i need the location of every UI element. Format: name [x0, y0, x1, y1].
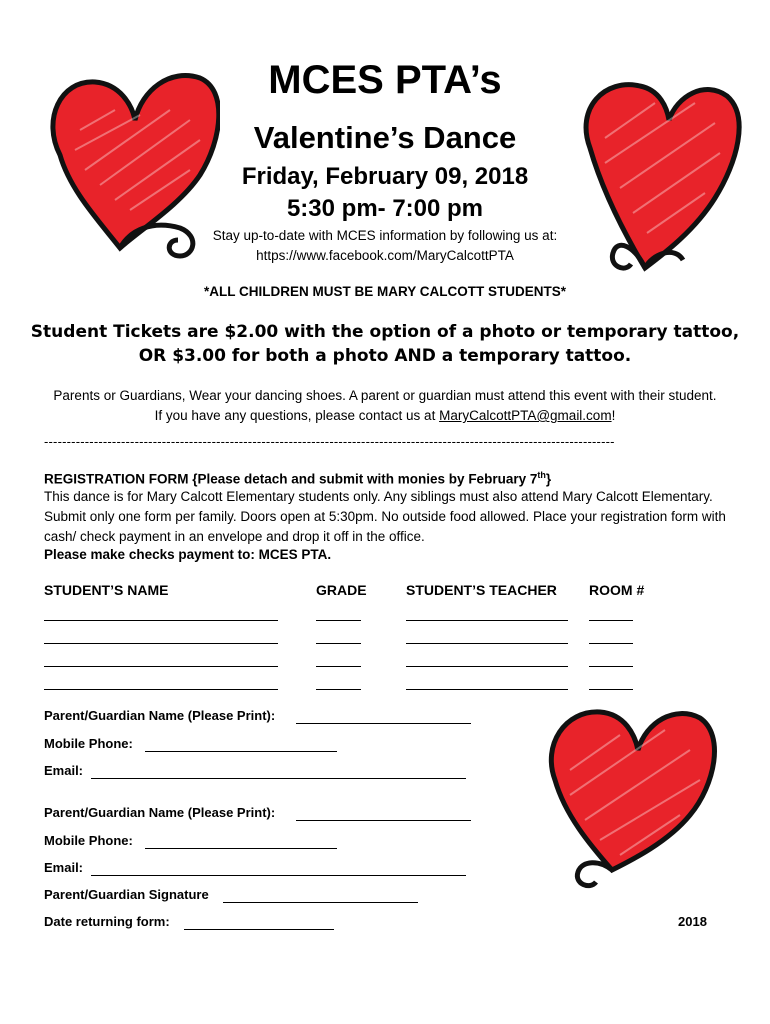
footer-year: 2018 — [678, 914, 707, 929]
email1-field[interactable] — [91, 778, 466, 779]
parents-line1: Parents or Guardians, Wear your dancing shoes. A parent or guardian must attend this event with their student. — [53, 388, 717, 403]
stay-updated-text: Stay up-to-date with MCES information by following us at: — [212, 228, 558, 243]
payable-notice: Please make checks payment to: MCES PTA. — [44, 547, 332, 562]
registration-instructions: This dance is for Mary Calcott Elementary students only. Any siblings must also attend Mary Calcott Elementary. Submit only one form per family. Doors open at 5:30pm. No outside food allowed. Place your registration form with cash/ check payment in an envelope and drop it off in the office. — [44, 489, 726, 544]
mobile2-field[interactable] — [145, 848, 337, 849]
registration-heading-text: REGISTRATION FORM {Please detach and submit with monies by February 7 — [44, 471, 538, 487]
registration-heading-end: } — [545, 471, 552, 487]
parents-line2 — [0, 406, 770, 426]
email1-label: Email: — [44, 763, 84, 778]
heart-icon-bottom — [540, 700, 720, 890]
ticket-pricing-line1: Student Tickets are $2.00 with the option of a photo or temporary tattoo, — [30, 322, 740, 342]
event-subtitle: Valentine’s Dance — [253, 120, 517, 155]
student-name-line[interactable] — [44, 643, 278, 644]
eligibility-notice: *ALL CHILDREN MUST BE MARY CALCOTT STUDENTS* — [203, 284, 566, 299]
room-line[interactable] — [589, 643, 633, 644]
date-returning-field[interactable] — [184, 929, 334, 930]
room-line[interactable] — [589, 666, 633, 667]
teacher-line[interactable] — [406, 620, 568, 621]
signature-field[interactable] — [223, 902, 418, 903]
detach-line: ------------------------------------------------------------------------------------------------------------------------------ — [44, 434, 615, 449]
student-name-line[interactable] — [44, 689, 278, 690]
grade-line[interactable] — [316, 689, 361, 690]
contact-prefix: If you have any questions, please contact us at — [154, 408, 440, 423]
signature-label: Parent/Guardian Signature — [44, 887, 209, 902]
mobile2-label: Mobile Phone: — [44, 833, 133, 848]
mobile1-label: Mobile Phone: — [44, 736, 133, 751]
ticket-pricing — [0, 320, 770, 368]
grade-line[interactable] — [316, 666, 361, 667]
guardian1-name-field[interactable] — [296, 723, 471, 724]
student-name-line[interactable] — [44, 620, 278, 621]
email2-label: Email: — [44, 860, 84, 875]
registration-heading — [44, 465, 734, 490]
event-date: Friday, February 09, 2018 — [241, 163, 529, 190]
mobile1-field[interactable] — [145, 751, 337, 752]
column-grade: GRADE — [316, 582, 367, 598]
registration-heading-sup: th — [537, 470, 546, 480]
email2-field[interactable] — [91, 875, 466, 876]
ticket-pricing-line2: OR $3.00 for both a photo AND a temporary tattoo. — [138, 346, 632, 366]
room-line[interactable] — [589, 689, 633, 690]
grade-line[interactable] — [316, 643, 361, 644]
event-title: MCES PTA’s — [268, 58, 502, 102]
guardian1-name-label: Parent/Guardian Name (Please Print): — [44, 708, 276, 723]
teacher-line[interactable] — [406, 643, 568, 644]
student-name-line[interactable] — [44, 666, 278, 667]
guardian2-name-field[interactable] — [296, 820, 471, 821]
guardian2-name-label: Parent/Guardian Name (Please Print): — [44, 805, 276, 820]
date-returning-label: Date returning form: — [44, 914, 170, 929]
teacher-line[interactable] — [406, 689, 568, 690]
column-teacher: STUDENT’S TEACHER — [406, 582, 557, 598]
column-room: ROOM # — [589, 582, 645, 598]
parents-notice — [0, 386, 770, 426]
event-time: 5:30 pm- 7:00 pm — [286, 195, 484, 222]
contact-suffix: ! — [611, 408, 616, 423]
facebook-link[interactable]: https://www.facebook.com/MaryCalcottPTA — [256, 248, 514, 263]
column-student-name: STUDENT’S NAME — [44, 582, 169, 598]
contact-email-link[interactable]: MaryCalcottPTA@gmail.com — [439, 408, 612, 423]
teacher-line[interactable] — [406, 666, 568, 667]
grade-line[interactable] — [316, 620, 361, 621]
room-line[interactable] — [589, 620, 633, 621]
